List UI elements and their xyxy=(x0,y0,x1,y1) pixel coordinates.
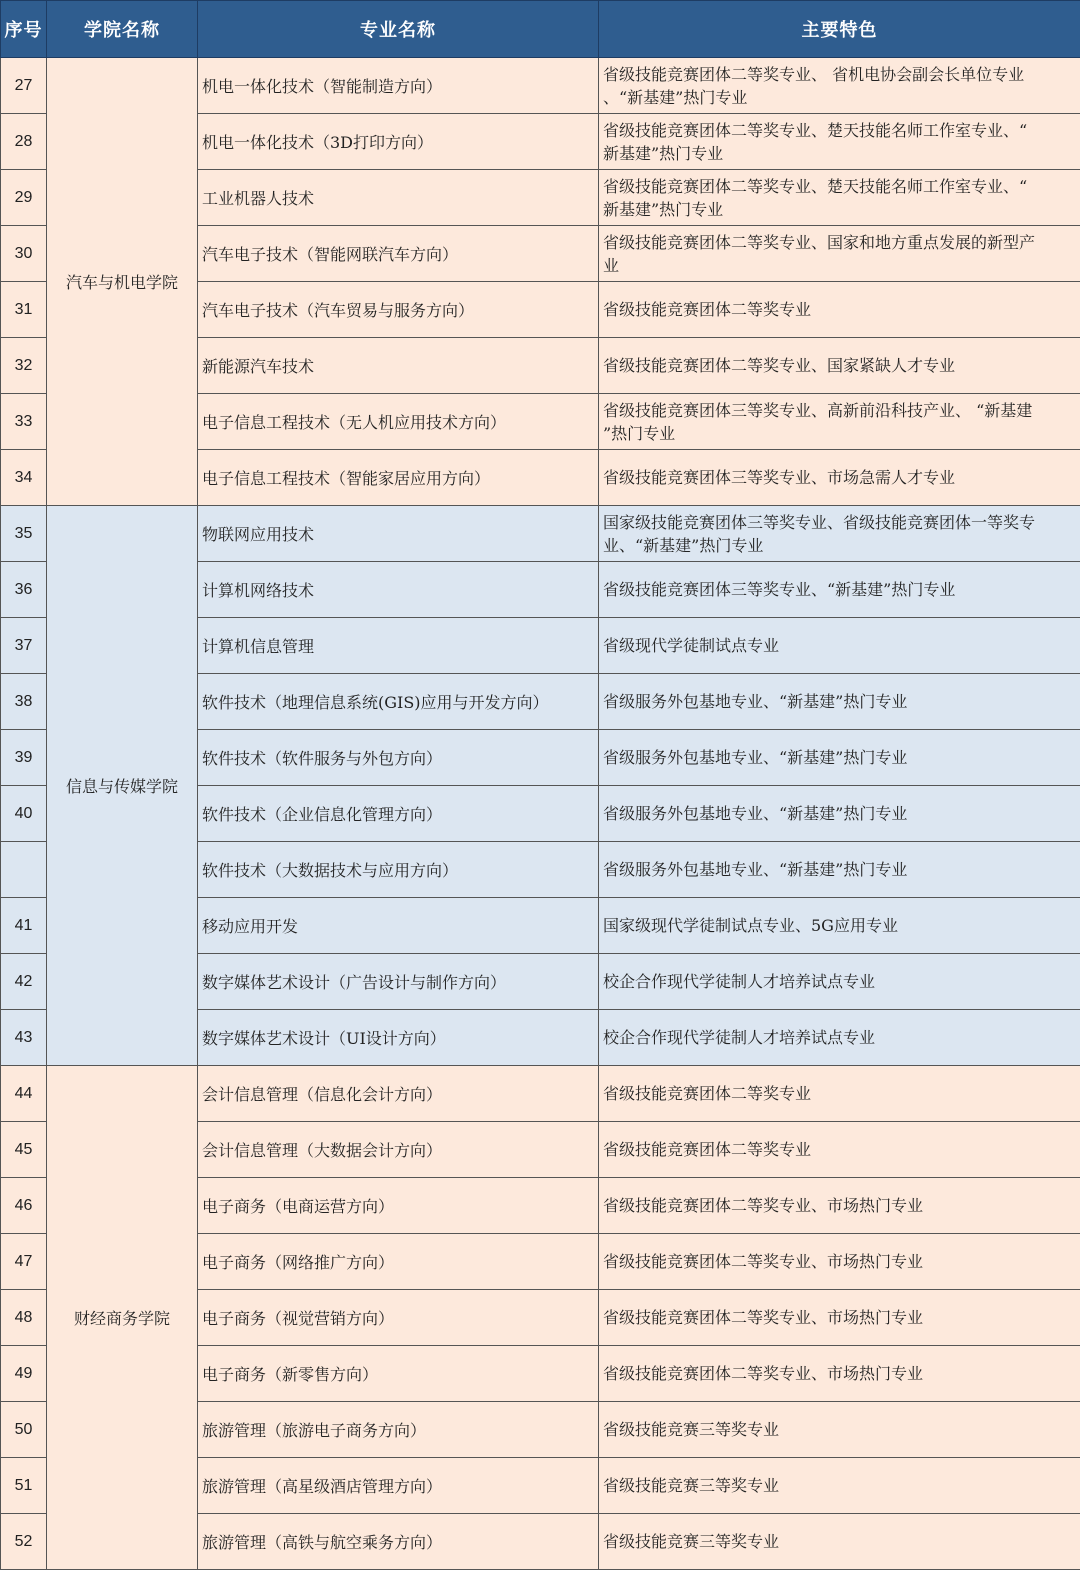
features-line-1: 省级技能竞赛团体二等奖专业 xyxy=(603,300,812,319)
row-number: 48 xyxy=(1,1290,47,1346)
major-features xyxy=(599,1458,1080,1514)
row-number: 31 xyxy=(1,282,47,338)
row-number: 43 xyxy=(1,1010,47,1066)
features-line-2: 新基建”热门专业 xyxy=(603,199,724,219)
row-number: 49 xyxy=(1,1346,47,1402)
features-line-1: 省级技能竞赛团体二等奖专业、市场热门专业 xyxy=(603,1308,924,1327)
major-features xyxy=(599,58,1080,114)
major-features xyxy=(599,1402,1080,1458)
major-name: 软件技术（企业信息化管理方向） xyxy=(198,786,599,842)
major-name: 电子商务（网络推广方向） xyxy=(198,1234,599,1290)
college-name: 汽车与机电学院 xyxy=(47,58,198,506)
major-name: 新能源汽车技术 xyxy=(198,338,599,394)
major-features xyxy=(599,394,1080,450)
features-line-1: 省级技能竞赛团体二等奖专业、市场热门专业 xyxy=(603,1252,924,1271)
major-features xyxy=(599,1234,1080,1290)
major-name: 软件技术（软件服务与外包方向） xyxy=(198,730,599,786)
row-number: 40 xyxy=(1,786,47,842)
major-name: 旅游管理（高铁与航空乘务方向） xyxy=(198,1514,599,1570)
major-name: 工业机器人技术 xyxy=(198,170,599,226)
row-number: 34 xyxy=(1,450,47,506)
major-features xyxy=(599,170,1080,226)
major-features xyxy=(599,114,1080,170)
major-name: 电子商务（视觉营销方向） xyxy=(198,1290,599,1346)
features-line-1: 省级服务外包基地专业、“新基建”热门专业 xyxy=(603,860,908,879)
row-number: 46 xyxy=(1,1178,47,1234)
major-name: 移动应用开发 xyxy=(198,898,599,954)
major-features xyxy=(599,1290,1080,1346)
college-name: 信息与传媒学院 xyxy=(47,506,198,1066)
major-name: 电子商务（新零售方向） xyxy=(198,1346,599,1402)
major-name: 汽车电子技术（智能网联汽车方向） xyxy=(198,226,599,282)
major-name: 会计信息管理（大数据会计方向） xyxy=(198,1122,599,1178)
row-number: 44 xyxy=(1,1066,47,1122)
features-line-1: 省级技能竞赛团体二等奖专业、楚天技能名师工作室专业、“ xyxy=(603,176,1028,196)
row-number: 42 xyxy=(1,954,47,1010)
row-number: 37 xyxy=(1,618,47,674)
header-no: 序号 xyxy=(1,1,47,58)
major-features xyxy=(599,954,1080,1010)
major-name: 计算机网络技术 xyxy=(198,562,599,618)
major-name: 电子商务（电商运营方向） xyxy=(198,1178,599,1234)
major-name: 机电一体化技术（3D打印方向） xyxy=(198,114,599,170)
major-name: 会计信息管理（信息化会计方向） xyxy=(198,1066,599,1122)
features-line-1: 省级现代学徒制试点专业 xyxy=(603,636,780,655)
row-number: 28 xyxy=(1,114,47,170)
header-college: 学院名称 xyxy=(47,1,198,58)
features-line-1: 省级技能竞赛团体三等奖专业、高新前沿科技产业、 “新基建 xyxy=(603,400,1033,420)
table-body xyxy=(1,58,1080,1570)
major-name: 旅游管理（高星级酒店管理方向） xyxy=(198,1458,599,1514)
college-name: 财经商务学院 xyxy=(47,1066,198,1570)
major-name: 数字媒体艺术设计（广告设计与制作方向） xyxy=(198,954,599,1010)
features-line-1: 省级技能竞赛团体二等奖专业、国家紧缺人才专业 xyxy=(603,356,956,375)
major-features xyxy=(599,1346,1080,1402)
major-features xyxy=(599,1122,1080,1178)
features-line-1: 省级技能竞赛三等奖专业 xyxy=(603,1420,780,1439)
features-line-1: 省级技能竞赛三等奖专业 xyxy=(603,1532,780,1551)
row-number: 32 xyxy=(1,338,47,394)
major-name: 机电一体化技术（智能制造方向） xyxy=(198,58,599,114)
row-number: 36 xyxy=(1,562,47,618)
features-line-1: 省级技能竞赛团体二等奖专业、市场热门专业 xyxy=(603,1196,924,1215)
features-line-1: 省级技能竞赛团体三等奖专业、市场急需人才专业 xyxy=(603,468,956,487)
major-name: 电子信息工程技术（无人机应用技术方向） xyxy=(198,394,599,450)
major-features xyxy=(599,786,1080,842)
features-line-2: 业 xyxy=(603,255,620,275)
features-line-1: 省级服务外包基地专业、“新基建”热门专业 xyxy=(603,804,908,823)
features-line-1: 省级技能竞赛团体二等奖专业、 省机电协会副会长单位专业 xyxy=(603,64,1025,84)
major-features xyxy=(599,338,1080,394)
row-number: 27 xyxy=(1,58,47,114)
major-name: 计算机信息管理 xyxy=(198,618,599,674)
features-line-2: 业、“新基建”热门专业 xyxy=(603,535,764,555)
major-name: 电子信息工程技术（智能家居应用方向） xyxy=(198,450,599,506)
features-line-2: 新基建”热门专业 xyxy=(603,143,724,163)
major-features xyxy=(599,1010,1080,1066)
major-name: 物联网应用技术 xyxy=(198,506,599,562)
row-number: 45 xyxy=(1,1122,47,1178)
features-line-1: 省级技能竞赛团体三等奖专业、“新基建”热门专业 xyxy=(603,580,956,599)
features-line-2: ”热门专业 xyxy=(603,423,676,443)
header-features: 主要特色 xyxy=(599,1,1080,58)
row-number: 51 xyxy=(1,1458,47,1514)
major-features xyxy=(599,506,1080,562)
features-line-1: 校企合作现代学徒制人才培养试点专业 xyxy=(603,1028,876,1047)
row-number: 35 xyxy=(1,506,47,562)
features-line-1: 省级技能竞赛团体二等奖专业 xyxy=(603,1140,812,1159)
major-features xyxy=(599,1178,1080,1234)
row-number: 29 xyxy=(1,170,47,226)
major-features xyxy=(599,1514,1080,1570)
features-line-1: 国家级现代学徒制试点专业、5G应用专业 xyxy=(603,916,898,935)
row-number: 47 xyxy=(1,1234,47,1290)
features-line-1: 国家级技能竞赛团体三等奖专业、省级技能竞赛团体一等奖专 xyxy=(603,512,1036,532)
features-line-1: 省级技能竞赛团体二等奖专业、国家和地方重点发展的新型产 xyxy=(603,232,1036,252)
table-row xyxy=(1,1066,1080,1122)
major-features xyxy=(599,730,1080,786)
features-line-1: 省级技能竞赛团体二等奖专业、楚天技能名师工作室专业、“ xyxy=(603,120,1028,140)
row-number: 50 xyxy=(1,1402,47,1458)
major-features xyxy=(599,618,1080,674)
features-line-1: 省级服务外包基地专业、“新基建”热门专业 xyxy=(603,692,908,711)
features-line-1: 省级技能竞赛团体二等奖专业、市场热门专业 xyxy=(603,1364,924,1383)
features-line-2: 、“新基建”热门专业 xyxy=(603,87,748,107)
row-number: 52 xyxy=(1,1514,47,1570)
major-features xyxy=(599,562,1080,618)
major-features xyxy=(599,226,1080,282)
row-number: 39 xyxy=(1,730,47,786)
row-number xyxy=(1,842,47,898)
row-number: 33 xyxy=(1,394,47,450)
major-name: 数字媒体艺术设计（UI设计方向） xyxy=(198,1010,599,1066)
major-features xyxy=(599,842,1080,898)
major-features xyxy=(599,898,1080,954)
major-name: 软件技术（地理信息系统(GIS)应用与开发方向） xyxy=(198,674,599,730)
major-name: 旅游管理（旅游电子商务方向） xyxy=(198,1402,599,1458)
header-row xyxy=(1,1,1080,58)
major-name: 软件技术（大数据技术与应用方向） xyxy=(198,842,599,898)
features-line-1: 省级技能竞赛三等奖专业 xyxy=(603,1476,780,1495)
row-number: 41 xyxy=(1,898,47,954)
table-row xyxy=(1,506,1080,562)
major-features xyxy=(599,450,1080,506)
header-major: 专业名称 xyxy=(198,1,599,58)
table-row xyxy=(1,58,1080,114)
features-line-1: 校企合作现代学徒制人才培养试点专业 xyxy=(603,972,876,991)
major-features xyxy=(599,1066,1080,1122)
features-line-1: 省级服务外包基地专业、“新基建”热门专业 xyxy=(603,748,908,767)
row-number: 38 xyxy=(1,674,47,730)
major-features xyxy=(599,674,1080,730)
features-line-1: 省级技能竞赛团体二等奖专业 xyxy=(603,1084,812,1103)
major-features xyxy=(599,282,1080,338)
major-name: 汽车电子技术（汽车贸易与服务方向） xyxy=(198,282,599,338)
row-number: 30 xyxy=(1,226,47,282)
